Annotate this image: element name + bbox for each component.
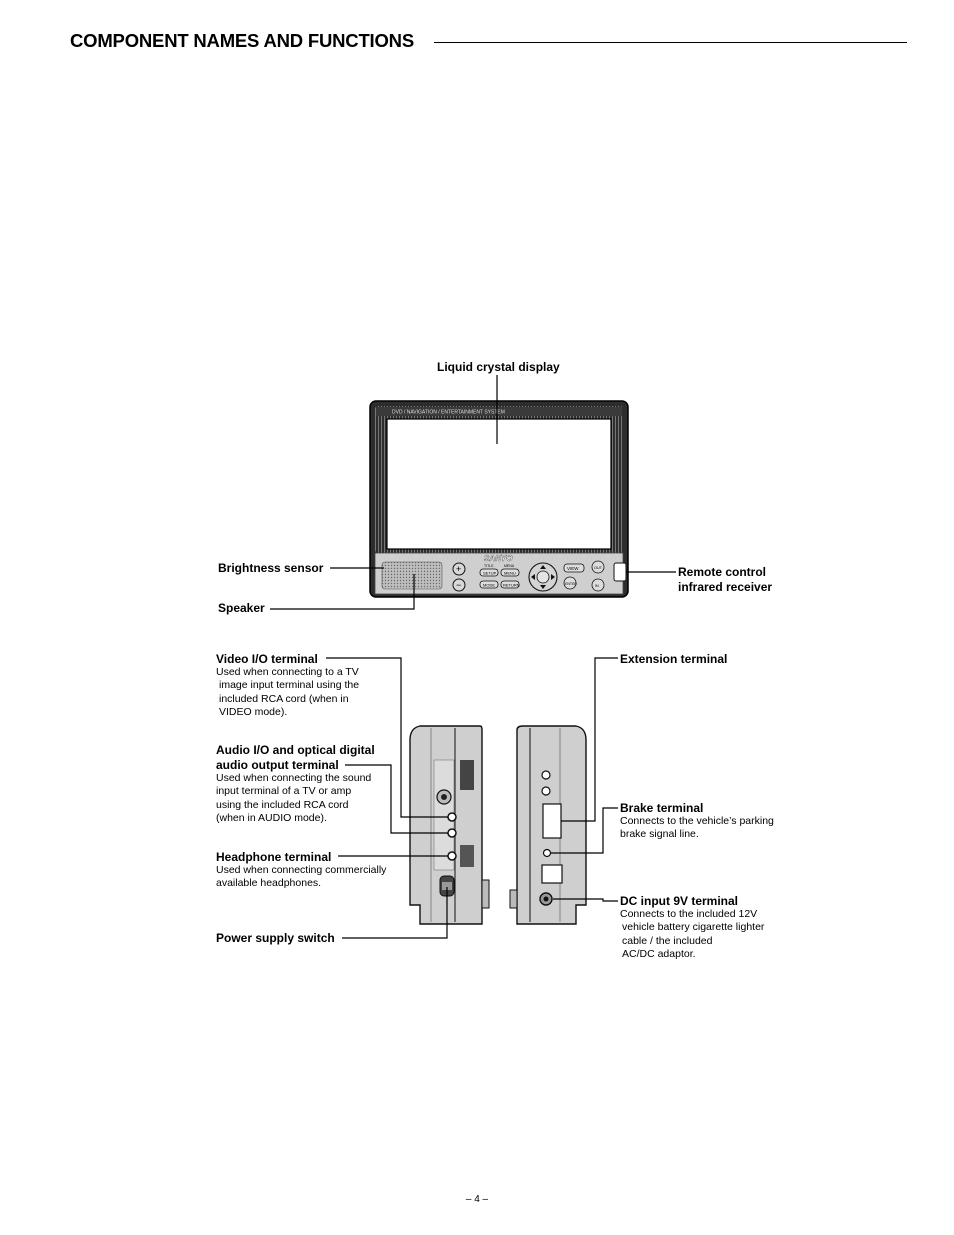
- video-io-description: Used when connecting to a TV image input terminal using the included RCA cord (when in VIDEO mode).: [216, 666, 360, 718]
- audio-io-description: Used when connecting the sound input terminal of a TV or amp using the included RCA cord (when in AUDIO mode).: [216, 772, 372, 824]
- left-side-view: [410, 726, 489, 924]
- dc-input-description: Connects to the included 12V vehicle battery cigarette lighter cable / the included AC/DC adaptor.: [620, 908, 765, 960]
- svg-text:+: +: [456, 564, 462, 574]
- brake-terminal-label: Brake terminal: [620, 801, 704, 815]
- headphone-label: Headphone terminal: [216, 850, 332, 864]
- lcd-label: Liquid crystal display: [437, 360, 560, 374]
- svg-text:ENTER: ENTER: [565, 582, 577, 586]
- video-io-label: Video I/O terminal: [216, 652, 318, 666]
- brake-terminal-description: Connects to the vehicle’s parking brake signal line.: [620, 815, 774, 841]
- audio-io-label-line2: audio output terminal: [216, 758, 339, 772]
- page-number: – 4 –: [465, 1194, 489, 1205]
- headphone-description: Used when connecting commercially available headphones.: [216, 864, 387, 890]
- right-side-view: [510, 726, 586, 924]
- audio-io-label-line1: Audio I/O and optical digital: [216, 743, 375, 757]
- svg-text:OUT: OUT: [594, 566, 603, 570]
- svg-text:RETURN: RETURN: [503, 582, 520, 588]
- svg-text:MENU: MENU: [504, 570, 516, 576]
- lcd-screen: [387, 419, 611, 549]
- remote-label-line2: infrared receiver: [678, 580, 773, 594]
- brightness-sensor-label: Brightness sensor: [218, 561, 324, 575]
- dc-input-label: DC input 9V terminal: [620, 894, 739, 908]
- svg-text:IN: IN: [595, 584, 599, 588]
- speaker-label: Speaker: [218, 601, 265, 615]
- page-title: COMPONENT NAMES AND FUNCTIONS: [70, 30, 414, 51]
- speaker-grille: [382, 562, 442, 589]
- ir-receiver: [614, 563, 626, 581]
- svg-text:TITLE: TITLE: [484, 564, 494, 568]
- brand-logo: SANYO: [484, 554, 513, 563]
- extension-terminal-label: Extension terminal: [620, 652, 728, 666]
- svg-text:SETUP: SETUP: [483, 570, 497, 576]
- svg-text:VIEW: VIEW: [567, 566, 579, 571]
- power-switch-label: Power supply switch: [216, 931, 335, 945]
- svg-text:MENU: MENU: [504, 564, 515, 568]
- svg-text:−: −: [456, 580, 462, 590]
- device-strip-text: DVD / NAVIGATION / ENTERTAINMENT SYSTEM: [392, 409, 505, 416]
- remote-label-line1: Remote control: [678, 565, 767, 579]
- svg-text:MODE: MODE: [483, 582, 495, 588]
- front-view: [370, 401, 628, 597]
